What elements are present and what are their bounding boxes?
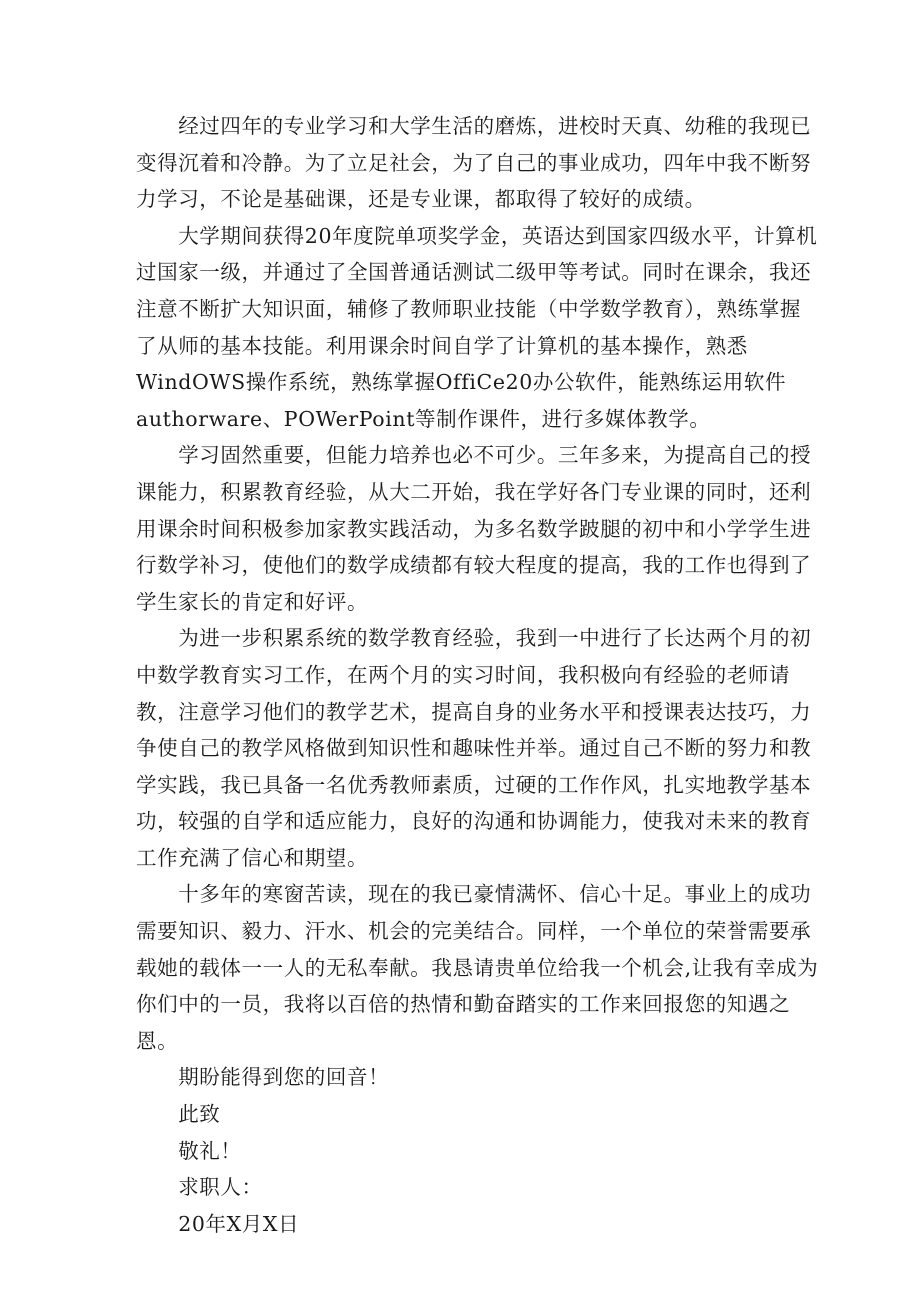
text-line: 力学习，不论是基础课，还是专业课，都取得了较好的成绩。 bbox=[136, 187, 706, 212]
text-line: 十多年的寒窗苦读，现在的我已豪情满怀、信心十足。事业上的成功 bbox=[136, 882, 812, 907]
text-line: 注意不断扩大知识面，辅修了教师职业技能（中学数学教育），熟练掌握 bbox=[136, 296, 801, 321]
text-line: 课能力，积累教育经验，从大二开始，我在学好各门专业课的同时，还利 bbox=[136, 479, 812, 504]
text-line: 过国家一级，并通过了全国普通话测试二级甲等考试。同时在课余，我还 bbox=[136, 260, 812, 285]
closing-line: 敬礼！ bbox=[136, 1138, 242, 1163]
text-line: 变得沉着和冷静。为了立足社会，为了自己的事业成功，四年中我不断努 bbox=[136, 150, 812, 175]
text-line: 争使自己的教学风格做到知识性和趣味性并举。通过自己不断的努力和教 bbox=[136, 736, 812, 761]
text-line: 你们中的一员，我将以百倍的热情和勤奋踏实的工作来回报您的知遇之 bbox=[136, 992, 791, 1017]
text-line: 经过四年的专业学习和大学生活的磨炼，进校时天真、幼稚的我现已 bbox=[136, 114, 812, 138]
text-line: 了从师的基本技能。利用课余时间自学了计算机的基本操作，熟悉 bbox=[136, 333, 748, 358]
signature-line: 求职人： bbox=[136, 1175, 263, 1200]
text-line: 功，较强的自学和适应能力，良好的沟通和协调能力，使我对未来的教育 bbox=[136, 809, 812, 834]
text-line: WindOWS操作系统，熟练掌握OffiCe20办公软件，能熟练运用软件 bbox=[136, 370, 787, 395]
text-line: 为进一步积累系统的数学教育经验，我到一中进行了长达两个月的初 bbox=[136, 626, 812, 651]
text-line: 行数学补习，使他们的数学成绩都有较大程度的提高，我的工作也得到了 bbox=[136, 553, 812, 578]
text-line: 工作充满了信心和期望。 bbox=[136, 845, 369, 870]
text-line: 需要知识、毅力、汗水、机会的完美结合。同样，一个单位的荣誉需要承 bbox=[136, 919, 812, 944]
text-line: 学习固然重要，但能力培养也必不可少。三年多来，为提高自己的授 bbox=[136, 443, 812, 468]
letter-body bbox=[136, 108, 819, 1242]
text-line: 载她的载体一一人的无私奉献。我恳请贵单位给我一个机会,让我有幸成为 bbox=[136, 955, 819, 980]
text-line: 恩。 bbox=[136, 1028, 179, 1053]
text-line: 用课余时间积极参加家教实践活动，为多名数学跛腿的初中和小学学生进 bbox=[136, 516, 812, 541]
text-line: 学实践，我已具备一名优秀教师素质，过硬的工作作风，扎实地教学基本 bbox=[136, 772, 812, 797]
text-line: authorware、POWerPoint等制作课件，进行多媒体教学。 bbox=[136, 406, 711, 431]
closing-line: 期盼能得到您的回音！ bbox=[136, 1065, 390, 1090]
text-line: 学生家长的肯定和好评。 bbox=[136, 589, 369, 614]
text-line: 大学期间获得20年度院单项奖学金，英语达到国家四级水平，计算机 bbox=[136, 223, 818, 248]
closing-line: 此致 bbox=[136, 1102, 221, 1127]
text-line: 中数学教育实习工作，在两个月的实习时间，我积极向有经验的老师请 bbox=[136, 662, 791, 687]
text-line: 教，注意学习他们的教学艺术，提高自身的业务水平和授课表达技巧，力 bbox=[136, 699, 812, 724]
date-line: 20年X月X日 bbox=[136, 1211, 300, 1236]
